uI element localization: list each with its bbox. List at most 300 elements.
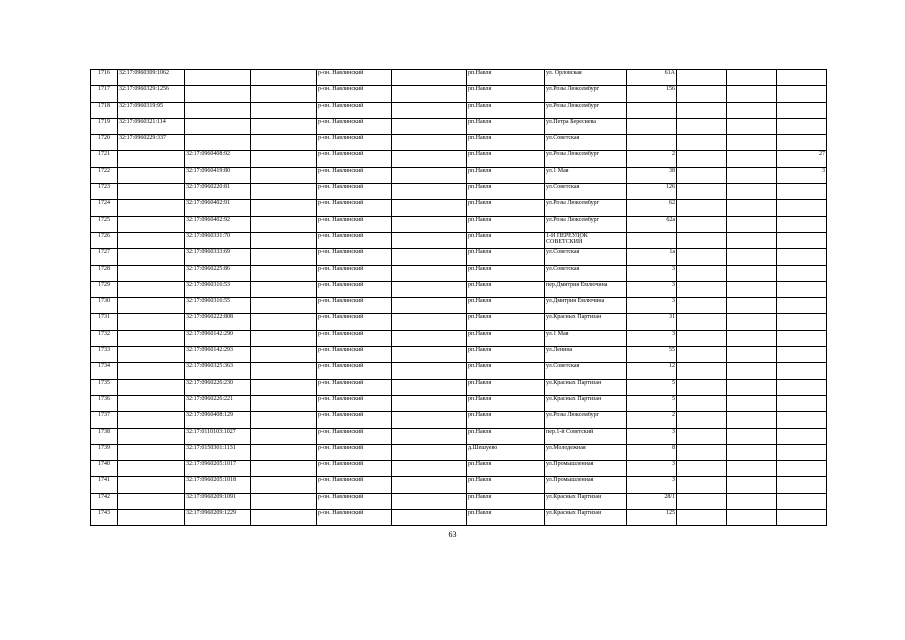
blank-cell bbox=[677, 493, 727, 509]
house-number-cell: 3 bbox=[627, 298, 677, 314]
street-cell: ул.Советская bbox=[545, 249, 627, 265]
row-number-cell: 1735 bbox=[91, 379, 118, 395]
blank-cell bbox=[392, 493, 467, 509]
blank-cell bbox=[392, 395, 467, 411]
cadastral-number-cell bbox=[118, 314, 185, 330]
blank-cell bbox=[677, 265, 727, 281]
blank-cell bbox=[251, 216, 317, 232]
cadastral-number-cell bbox=[118, 184, 185, 200]
house-number-cell: 28/1 bbox=[627, 493, 677, 509]
apartment-number-cell bbox=[777, 444, 827, 460]
street-cell: ул.1 Мая bbox=[545, 330, 627, 346]
apartment-number-cell bbox=[777, 118, 827, 134]
house-number-cell: 62 bbox=[627, 200, 677, 216]
apartment-number-cell bbox=[777, 477, 827, 493]
house-number-cell: 5 bbox=[627, 395, 677, 411]
locality-cell: рп.Навля bbox=[467, 249, 545, 265]
apartment-number-cell bbox=[777, 102, 827, 118]
blank-cell bbox=[251, 70, 317, 86]
apartment-number-cell bbox=[777, 184, 827, 200]
house-number-cell: 3 bbox=[627, 281, 677, 297]
row-number-cell: 1718 bbox=[91, 102, 118, 118]
locality-cell: рп.Навля bbox=[467, 298, 545, 314]
row-number-cell: 1740 bbox=[91, 461, 118, 477]
apartment-number-cell bbox=[777, 428, 827, 444]
apartment-number-cell bbox=[777, 363, 827, 379]
house-number-cell: 62а bbox=[627, 216, 677, 232]
house-number-cell: 31 bbox=[627, 314, 677, 330]
table-row bbox=[91, 86, 827, 102]
blank-cell bbox=[251, 298, 317, 314]
blank-cell bbox=[392, 232, 467, 248]
cadastral-number-cell bbox=[118, 151, 185, 167]
blank-cell bbox=[251, 477, 317, 493]
building-cadastral-cell bbox=[185, 102, 251, 118]
building-cadastral-cell bbox=[185, 86, 251, 102]
blank-cell bbox=[727, 379, 777, 395]
street-cell: ул.Красных Партизан bbox=[545, 314, 627, 330]
district-cell: р-он. Навлинский bbox=[317, 428, 392, 444]
apartment-number-cell: 3 bbox=[777, 167, 827, 183]
cadastral-number-cell bbox=[118, 510, 185, 526]
blank-cell bbox=[677, 298, 727, 314]
building-cadastral-cell: 32:17:0960142:290 bbox=[185, 330, 251, 346]
blank-cell bbox=[677, 428, 727, 444]
locality-cell: рп.Навля bbox=[467, 347, 545, 363]
table-row bbox=[91, 216, 827, 232]
apartment-number-cell bbox=[777, 461, 827, 477]
table-row bbox=[91, 102, 827, 118]
blank-cell bbox=[392, 118, 467, 134]
house-number-cell: 5 bbox=[627, 379, 677, 395]
blank-cell bbox=[727, 298, 777, 314]
building-cadastral-cell: 32:17:0150301:1131 bbox=[185, 444, 251, 460]
blank-cell bbox=[727, 363, 777, 379]
row-number-cell: 1736 bbox=[91, 395, 118, 411]
row-number-cell: 1725 bbox=[91, 216, 118, 232]
apartment-number-cell bbox=[777, 249, 827, 265]
blank-cell bbox=[251, 363, 317, 379]
apartment-number-cell bbox=[777, 314, 827, 330]
district-cell: р-он. Навлинский bbox=[317, 314, 392, 330]
cadastral-number-cell bbox=[118, 461, 185, 477]
table-row bbox=[91, 461, 827, 477]
cadastral-number-cell bbox=[118, 477, 185, 493]
building-cadastral-cell: 32:17:0960142:293 bbox=[185, 347, 251, 363]
row-number-cell: 1716 bbox=[91, 70, 118, 86]
building-cadastral-cell: 32:17:0960333:69 bbox=[185, 249, 251, 265]
blank-cell bbox=[392, 412, 467, 428]
building-cadastral-cell: 32:17:0960225:86 bbox=[185, 265, 251, 281]
blank-cell bbox=[727, 281, 777, 297]
locality-cell: рп.Навля bbox=[467, 167, 545, 183]
row-number-cell: 1724 bbox=[91, 200, 118, 216]
blank-cell bbox=[677, 102, 727, 118]
blank-cell bbox=[727, 510, 777, 526]
apartment-number-cell bbox=[777, 135, 827, 151]
blank-cell bbox=[251, 347, 317, 363]
district-cell: р-он. Навлинский bbox=[317, 232, 392, 248]
blank-cell bbox=[727, 347, 777, 363]
street-cell: ул.Промышленная bbox=[545, 461, 627, 477]
cadastral-number-cell bbox=[118, 363, 185, 379]
blank-cell bbox=[392, 265, 467, 281]
street-cell: ул.Розы Люксембург bbox=[545, 102, 627, 118]
apartment-number-cell bbox=[777, 347, 827, 363]
blank-cell bbox=[677, 200, 727, 216]
street-cell: ул.Промышленная bbox=[545, 477, 627, 493]
table-row bbox=[91, 200, 827, 216]
table-row bbox=[91, 395, 827, 411]
district-cell: р-он. Навлинский bbox=[317, 510, 392, 526]
district-cell: р-он. Навлинский bbox=[317, 167, 392, 183]
street-cell: ул.Розы Люксембург bbox=[545, 412, 627, 428]
blank-cell bbox=[677, 347, 727, 363]
cadastral-number-cell bbox=[118, 216, 185, 232]
table-row bbox=[91, 135, 827, 151]
blank-cell bbox=[251, 412, 317, 428]
house-number-cell: 125 bbox=[627, 510, 677, 526]
blank-cell bbox=[392, 184, 467, 200]
apartment-number-cell bbox=[777, 298, 827, 314]
blank-cell bbox=[727, 102, 777, 118]
cadastral-number-cell bbox=[118, 347, 185, 363]
table-row bbox=[91, 493, 827, 509]
blank-cell bbox=[392, 510, 467, 526]
blank-cell bbox=[392, 86, 467, 102]
blank-cell bbox=[727, 118, 777, 134]
locality-cell: рп.Навля bbox=[467, 151, 545, 167]
cadastral-number-cell bbox=[118, 281, 185, 297]
blank-cell bbox=[677, 135, 727, 151]
blank-cell bbox=[392, 167, 467, 183]
blank-cell bbox=[251, 281, 317, 297]
blank-cell bbox=[392, 444, 467, 460]
apartment-number-cell bbox=[777, 232, 827, 248]
blank-cell bbox=[392, 461, 467, 477]
street-cell: ул.Красных Партизан bbox=[545, 395, 627, 411]
house-number-cell: 3 bbox=[627, 330, 677, 346]
blank-cell bbox=[392, 298, 467, 314]
row-number-cell: 1737 bbox=[91, 412, 118, 428]
building-cadastral-cell bbox=[185, 135, 251, 151]
locality-cell: рп.Навля bbox=[467, 379, 545, 395]
table-row bbox=[91, 298, 827, 314]
blank-cell bbox=[677, 216, 727, 232]
street-cell: ул.Розы Люксембург bbox=[545, 200, 627, 216]
locality-cell: рп.Навля bbox=[467, 314, 545, 330]
blank-cell bbox=[392, 249, 467, 265]
apartment-number-cell bbox=[777, 493, 827, 509]
blank-cell bbox=[727, 135, 777, 151]
blank-cell bbox=[727, 249, 777, 265]
table-row bbox=[91, 477, 827, 493]
district-cell: р-он. Навлинский bbox=[317, 493, 392, 509]
table-row bbox=[91, 510, 827, 526]
blank-cell bbox=[392, 347, 467, 363]
apartment-number-cell bbox=[777, 330, 827, 346]
blank-cell bbox=[677, 118, 727, 134]
locality-cell: рп.Навля bbox=[467, 200, 545, 216]
cadastral-number-cell bbox=[118, 298, 185, 314]
district-cell: р-он. Навлинский bbox=[317, 151, 392, 167]
street-cell: ул.Дмитрия Емлючина bbox=[545, 298, 627, 314]
blank-cell bbox=[677, 477, 727, 493]
street-cell: пер.Дмитрия Емлючина bbox=[545, 281, 627, 297]
blank-cell bbox=[727, 444, 777, 460]
house-number-cell bbox=[627, 232, 677, 248]
apartment-number-cell bbox=[777, 70, 827, 86]
page-number: 63 bbox=[448, 530, 457, 539]
building-cadastral-cell: 32:17:0110103:1027 bbox=[185, 428, 251, 444]
cadastral-number-cell bbox=[118, 412, 185, 428]
row-number-cell: 1733 bbox=[91, 347, 118, 363]
cadastral-number-cell bbox=[118, 167, 185, 183]
building-cadastral-cell: 32:17:0960209:1091 bbox=[185, 493, 251, 509]
locality-cell: рп.Навля bbox=[467, 477, 545, 493]
cadastral-number-cell bbox=[118, 428, 185, 444]
blank-cell bbox=[251, 184, 317, 200]
cadastral-number-cell: 32:17:0960309:1062 bbox=[118, 70, 185, 86]
blank-cell bbox=[727, 70, 777, 86]
blank-cell bbox=[251, 493, 317, 509]
street-cell: ул.Советская bbox=[545, 135, 627, 151]
apartment-number-cell: 27 bbox=[777, 151, 827, 167]
cadastral-number-cell bbox=[118, 379, 185, 395]
street-cell: ул. Орловская bbox=[545, 70, 627, 86]
locality-cell: рп.Навля bbox=[467, 135, 545, 151]
locality-cell: рп.Навля bbox=[467, 510, 545, 526]
table-row bbox=[91, 265, 827, 281]
table-row bbox=[91, 347, 827, 363]
apartment-number-cell bbox=[777, 412, 827, 428]
blank-cell bbox=[677, 363, 727, 379]
cadastral-number-cell: 32:17:0960329:1256 bbox=[118, 86, 185, 102]
blank-cell bbox=[727, 477, 777, 493]
apartment-number-cell bbox=[777, 86, 827, 102]
district-cell: р-он. Навлинский bbox=[317, 200, 392, 216]
cadastral-number-cell bbox=[118, 395, 185, 411]
building-cadastral-cell: 32:17:0960325:363 bbox=[185, 363, 251, 379]
blank-cell bbox=[251, 86, 317, 102]
locality-cell: рп.Навля bbox=[467, 184, 545, 200]
district-cell: р-он. Навлинский bbox=[317, 249, 392, 265]
blank-cell bbox=[251, 265, 317, 281]
building-cadastral-cell: 32:17:0960226:221 bbox=[185, 395, 251, 411]
blank-cell bbox=[251, 249, 317, 265]
cadastral-number-cell: 32:17:0960319:95 bbox=[118, 102, 185, 118]
blank-cell bbox=[392, 314, 467, 330]
locality-cell: рп.Навля bbox=[467, 70, 545, 86]
building-cadastral-cell: 32:17:0960226:230 bbox=[185, 379, 251, 395]
building-cadastral-cell: 32:17:0960419:80 bbox=[185, 167, 251, 183]
table-row bbox=[91, 184, 827, 200]
house-number-cell bbox=[627, 102, 677, 118]
blank-cell bbox=[251, 167, 317, 183]
locality-cell: рп.Навля bbox=[467, 232, 545, 248]
row-number-cell: 1722 bbox=[91, 167, 118, 183]
row-number-cell: 1717 bbox=[91, 86, 118, 102]
blank-cell bbox=[251, 395, 317, 411]
row-number-cell: 1727 bbox=[91, 249, 118, 265]
blank-cell bbox=[251, 102, 317, 118]
building-cadastral-cell: 32:17:0960205:1017 bbox=[185, 461, 251, 477]
house-number-cell: 156 bbox=[627, 86, 677, 102]
house-number-cell bbox=[627, 118, 677, 134]
blank-cell bbox=[727, 184, 777, 200]
blank-cell bbox=[727, 265, 777, 281]
blank-cell bbox=[677, 510, 727, 526]
blank-cell bbox=[392, 379, 467, 395]
table-row bbox=[91, 363, 827, 379]
blank-cell bbox=[251, 428, 317, 444]
house-number-cell: 3 bbox=[627, 265, 677, 281]
blank-cell bbox=[677, 249, 727, 265]
row-number-cell: 1731 bbox=[91, 314, 118, 330]
apartment-number-cell bbox=[777, 216, 827, 232]
blank-cell bbox=[392, 330, 467, 346]
blank-cell bbox=[727, 493, 777, 509]
district-cell: р-он. Навлинский bbox=[317, 379, 392, 395]
street-cell: ул.Советская bbox=[545, 265, 627, 281]
district-cell: р-он. Навлинский bbox=[317, 184, 392, 200]
blank-cell bbox=[677, 167, 727, 183]
blank-cell bbox=[677, 314, 727, 330]
cadastral-number-cell bbox=[118, 493, 185, 509]
house-number-cell: 8 bbox=[627, 444, 677, 460]
locality-cell: рп.Навля bbox=[467, 363, 545, 379]
blank-cell bbox=[677, 184, 727, 200]
building-cadastral-cell: 32:17:0960316:55 bbox=[185, 298, 251, 314]
row-number-cell: 1723 bbox=[91, 184, 118, 200]
blank-cell bbox=[727, 330, 777, 346]
house-number-cell: 38 bbox=[627, 167, 677, 183]
blank-cell bbox=[677, 412, 727, 428]
blank-cell bbox=[251, 461, 317, 477]
blank-cell bbox=[727, 314, 777, 330]
blank-cell bbox=[727, 151, 777, 167]
house-number-cell: 2 bbox=[627, 412, 677, 428]
locality-cell: д.Шешуево bbox=[467, 444, 545, 460]
blank-cell bbox=[727, 412, 777, 428]
locality-cell: рп.Навля bbox=[467, 428, 545, 444]
street-cell: ул.Ленина bbox=[545, 347, 627, 363]
district-cell: р-он. Навлинский bbox=[317, 265, 392, 281]
table-row bbox=[91, 70, 827, 86]
apartment-number-cell bbox=[777, 379, 827, 395]
table-row bbox=[91, 314, 827, 330]
district-cell: р-он. Навлинский bbox=[317, 412, 392, 428]
table-row bbox=[91, 167, 827, 183]
blank-cell bbox=[251, 232, 317, 248]
street-cell: 1-Й ПЕРЕУЛОК СОВЕТСКИЙ bbox=[545, 232, 627, 248]
table-row bbox=[91, 379, 827, 395]
district-cell: р-он. Навлинский bbox=[317, 347, 392, 363]
table-row bbox=[91, 118, 827, 134]
locality-cell: рп.Навля bbox=[467, 493, 545, 509]
blank-cell bbox=[727, 395, 777, 411]
building-cadastral-cell: 32:17:0960220:81 bbox=[185, 184, 251, 200]
blank-cell bbox=[677, 444, 727, 460]
building-cadastral-cell: 32:17:0960408:129 bbox=[185, 412, 251, 428]
cadastral-number-cell bbox=[118, 249, 185, 265]
blank-cell bbox=[677, 395, 727, 411]
blank-cell bbox=[251, 118, 317, 134]
cadastral-number-cell bbox=[118, 232, 185, 248]
cadastral-number-cell: 32:17:0960321:114 bbox=[118, 118, 185, 134]
street-cell: ул.Красных Партизан bbox=[545, 510, 627, 526]
row-number-cell: 1728 bbox=[91, 265, 118, 281]
cadastral-number-cell: 32:17:0960229:337 bbox=[118, 135, 185, 151]
apartment-number-cell bbox=[777, 510, 827, 526]
blank-cell bbox=[727, 216, 777, 232]
registry-table-body bbox=[91, 70, 827, 526]
blank-cell bbox=[392, 102, 467, 118]
district-cell: р-он. Навлинский bbox=[317, 330, 392, 346]
street-cell: ул.Молодежная bbox=[545, 444, 627, 460]
apartment-number-cell bbox=[777, 200, 827, 216]
house-number-cell: 126 bbox=[627, 184, 677, 200]
locality-cell: рп.Навля bbox=[467, 461, 545, 477]
row-number-cell: 1732 bbox=[91, 330, 118, 346]
district-cell: р-он. Навлинский bbox=[317, 118, 392, 134]
table-row bbox=[91, 412, 827, 428]
district-cell: р-он. Навлинский bbox=[317, 135, 392, 151]
district-cell: р-он. Навлинский bbox=[317, 70, 392, 86]
blank-cell bbox=[727, 86, 777, 102]
table-row bbox=[91, 249, 827, 265]
street-cell: пер.1-й Советский bbox=[545, 428, 627, 444]
house-number-cell: 55 bbox=[627, 347, 677, 363]
building-cadastral-cell: 32:17:0960205:1018 bbox=[185, 477, 251, 493]
district-cell: р-он. Навлинский bbox=[317, 395, 392, 411]
cadastral-number-cell bbox=[118, 200, 185, 216]
district-cell: р-он. Навлинский bbox=[317, 444, 392, 460]
row-number-cell: 1730 bbox=[91, 298, 118, 314]
blank-cell bbox=[677, 379, 727, 395]
blank-cell bbox=[727, 461, 777, 477]
blank-cell bbox=[251, 330, 317, 346]
row-number-cell: 1734 bbox=[91, 363, 118, 379]
street-cell: ул.Красных Партизан bbox=[545, 379, 627, 395]
street-cell: ул.Розы Люксембург bbox=[545, 86, 627, 102]
district-cell: р-он. Навлинский bbox=[317, 86, 392, 102]
cadastral-number-cell bbox=[118, 330, 185, 346]
cadastral-number-cell bbox=[118, 265, 185, 281]
street-cell: ул.Советская bbox=[545, 363, 627, 379]
district-cell: р-он. Навлинский bbox=[317, 461, 392, 477]
blank-cell bbox=[677, 232, 727, 248]
table-row bbox=[91, 428, 827, 444]
building-cadastral-cell: 32:17:0960222:808 bbox=[185, 314, 251, 330]
blank-cell bbox=[251, 510, 317, 526]
registry-table bbox=[90, 69, 827, 526]
house-number-cell: 3 bbox=[627, 477, 677, 493]
blank-cell bbox=[392, 477, 467, 493]
street-cell: ул.Красных Партизан bbox=[545, 493, 627, 509]
locality-cell: рп.Навля bbox=[467, 412, 545, 428]
building-cadastral-cell bbox=[185, 70, 251, 86]
row-number-cell: 1720 bbox=[91, 135, 118, 151]
street-cell: ул.Розы Люксембург bbox=[545, 151, 627, 167]
blank-cell bbox=[392, 281, 467, 297]
street-cell: ул.Розы Люксембург bbox=[545, 216, 627, 232]
district-cell: р-он. Навлинский bbox=[317, 298, 392, 314]
locality-cell: рп.Навля bbox=[467, 86, 545, 102]
house-number-cell: 3 bbox=[627, 428, 677, 444]
blank-cell bbox=[251, 444, 317, 460]
blank-cell bbox=[251, 151, 317, 167]
